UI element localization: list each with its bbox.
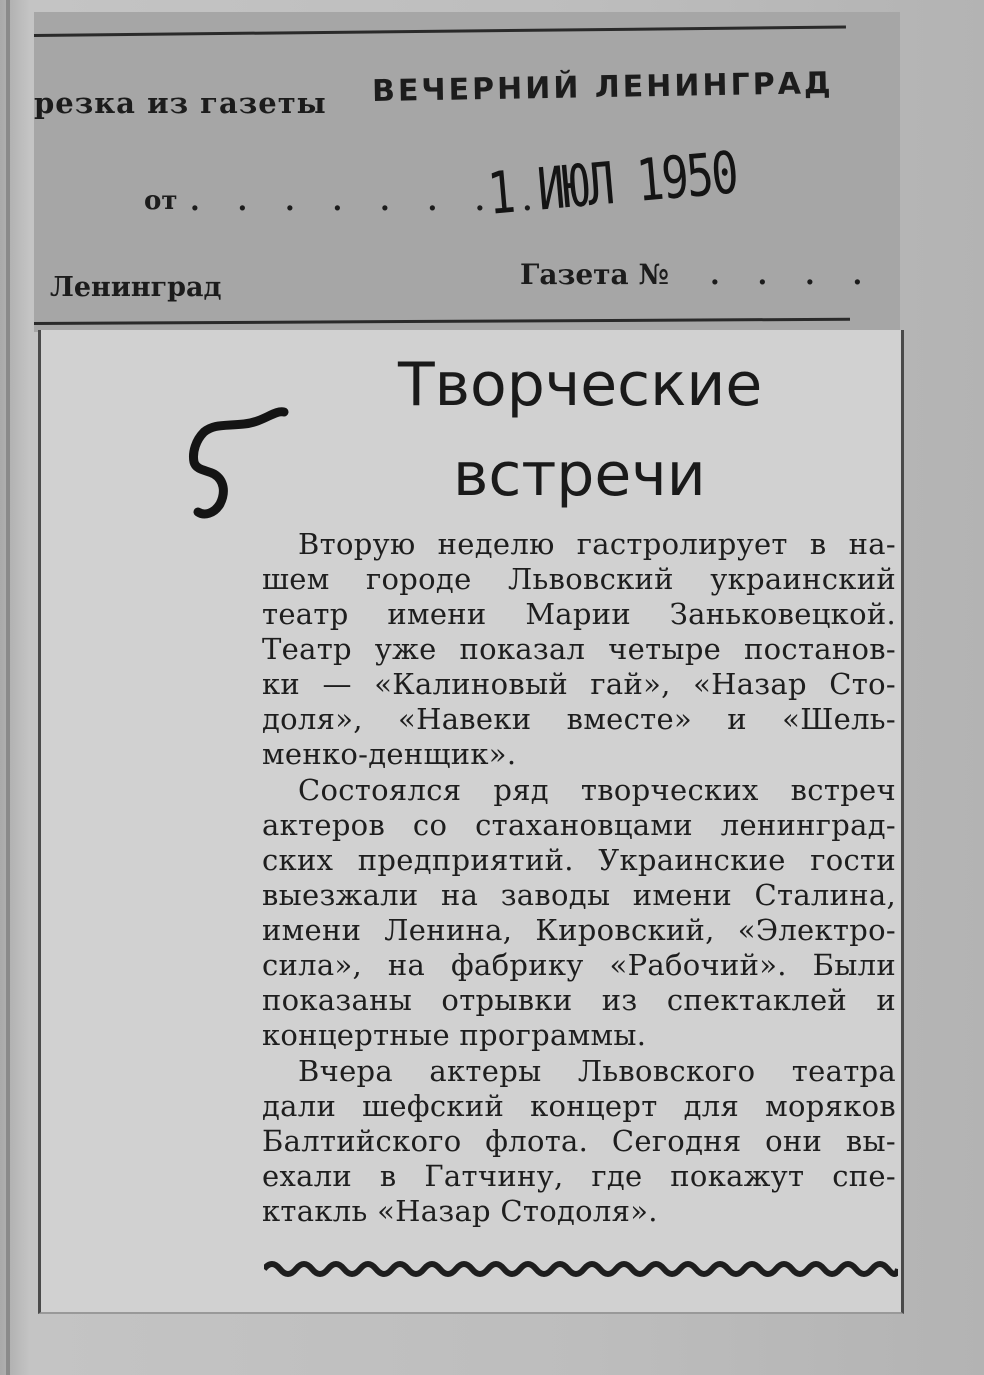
article-line: имени Ленина, Кировский, «Электро- bbox=[262, 913, 896, 947]
article-line: показаны отрывки из спектаклей и bbox=[262, 983, 896, 1017]
article-line: Вторую неделю гастролирует в на- bbox=[298, 527, 896, 561]
article-line: менко-денщик». bbox=[262, 737, 517, 771]
article-end-wavy-rule bbox=[264, 1256, 898, 1282]
city-label: Ленинград bbox=[50, 272, 222, 303]
article-line: ских предприятий. Украинские гости bbox=[262, 843, 896, 877]
date-stamp: 1 ИЮЛ 1950 bbox=[485, 138, 739, 228]
article-line: театр имени Марии Заньковецкой. bbox=[262, 597, 896, 631]
article-line: сила», на фабрику «Рабочий». Были bbox=[262, 948, 896, 982]
article-line: ки — «Калиновый гай», «Назар Сто- bbox=[262, 667, 896, 701]
article-line: ктакль «Назар Стодоля». bbox=[262, 1194, 658, 1228]
article-line: актеров со стахановцами ленинград- bbox=[262, 808, 896, 842]
article-line: Балтийского флота. Сегодня они вы- bbox=[262, 1124, 896, 1158]
article-line: выезжали на заводы имени Сталина, bbox=[262, 878, 896, 912]
page-edge bbox=[6, 0, 10, 1375]
newspaper-name: ВЕЧЕРНИЙ ЛЕНИНГРАД bbox=[371, 65, 834, 110]
article-line: ехали в Гатчину, где покажут спе- bbox=[262, 1159, 896, 1193]
date-from-label: от bbox=[144, 186, 178, 216]
article-line: Состоялся ряд творческих встреч bbox=[298, 773, 896, 807]
headline-line-1: Творческие bbox=[398, 350, 763, 420]
date-fill-dots: . . . . . . . . bbox=[190, 184, 547, 217]
newspaper-number-dots: . . . . bbox=[710, 258, 877, 291]
handwritten-page-number bbox=[184, 400, 294, 530]
headline-line-2: встречи bbox=[453, 440, 706, 510]
clip-source-label: резка из газеты bbox=[34, 86, 327, 120]
article-line: доля», «Навеки вместе» и «Шель- bbox=[262, 702, 896, 736]
newspaper-number-label: Газета № bbox=[520, 258, 669, 291]
article-line: дали шефский концерт для моряков bbox=[262, 1089, 896, 1123]
article-line: Вчера актеры Львовского театра bbox=[298, 1054, 896, 1088]
article-line: шем городе Львовский украинский bbox=[262, 562, 896, 596]
article-line: концертные программы. bbox=[262, 1018, 647, 1052]
article-line: Театр уже показал четыре постанов- bbox=[262, 632, 896, 666]
